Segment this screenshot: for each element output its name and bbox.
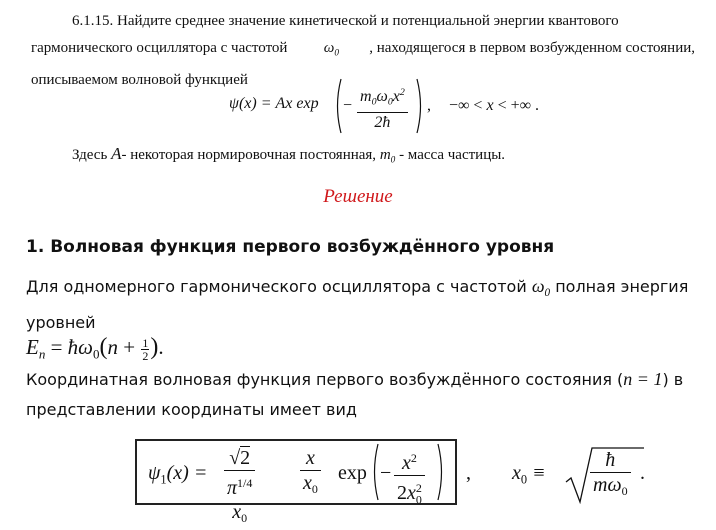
left-paren-icon — [333, 77, 343, 135]
exponent-denominator: 2ħ — [374, 114, 391, 132]
exponent-numerator: $m_0\omega_0x^2$ — [357, 83, 408, 113]
omega-symbol: $\omega_0$ — [323, 40, 339, 59]
mass-symbol: $m_0$ — [379, 147, 396, 166]
para1-text-c: уровней — [26, 312, 96, 332]
exponent-fraction — [357, 83, 408, 133]
normalization-text: - некоторая нормировочная постоянная, — [121, 147, 377, 163]
norm-fraction: $\frac{√2}{\pi^{1/4} x_0}$ — [224, 446, 255, 530]
x0-definition — [512, 440, 702, 510]
trailing-comma: , — [466, 462, 471, 484]
minus-sign: − — [343, 97, 353, 114]
para2-text-c: представлении координаты имеет вид — [26, 400, 357, 419]
sqrt-fraction: $\frac{ħ}{m\omega_0}$ — [590, 448, 631, 503]
n-equals-1: n = 1 — [623, 369, 663, 389]
para2-text-a: Координатная волновая функция первого возбуждённого состояния ( — [26, 370, 624, 389]
formula-lhs: ψ(x) = Ax exp — [229, 95, 319, 112]
notation-line — [72, 142, 505, 172]
para1-text-b: полная энергия — [555, 277, 689, 296]
problem-text-2a: гармонического осциллятора с частотой — [31, 40, 288, 56]
x0-lhs: $x_0$ ≡ — [512, 462, 546, 487]
mass-text: - масса частицы. — [399, 147, 506, 163]
left-paren-2-icon — [370, 442, 380, 502]
omega0-symbol: $\omega_0$ — [531, 276, 551, 299]
right-paren-2-icon — [436, 442, 446, 502]
half-fraction: $\frac{1}{2}$ — [142, 335, 149, 363]
problem-number: 6.1.15. — [72, 13, 114, 29]
minus-sign-2: − — [380, 462, 392, 484]
para1-text-a: Для одномерного гармонического осциллятора с частотой — [26, 277, 527, 296]
problem-line-1 — [31, 8, 695, 35]
problem-line-2 — [31, 35, 695, 67]
here-label: Здесь — [72, 147, 108, 163]
paragraph-energy — [26, 271, 696, 338]
para2-text-b: ) в — [662, 370, 684, 389]
wavefunction-formula — [229, 77, 569, 137]
normalization-symbol: A — [111, 144, 122, 163]
solution-title: Решение — [323, 186, 393, 207]
period: . — [640, 462, 645, 484]
exp-label: exp — [338, 462, 367, 484]
right-paren-icon — [415, 77, 425, 135]
psi1-lhs: $\psi_1(x)$ = — [148, 462, 208, 487]
comma: , — [427, 97, 431, 114]
problem-text-2b: , находящегося в первом возбужденном состоянии, — [369, 40, 695, 56]
x-over-x0-fraction: $\frac{x}{x_0}$ — [300, 446, 321, 501]
problem-text-3: описываемом волновой функцией — [31, 72, 248, 89]
energy-formula: $E_n$ = $ħ\omega_0(n$ + $\frac{1}{2}$ ). — [26, 334, 164, 363]
gauss-fraction: $\frac{x^2}{2x_0^2}$ — [394, 446, 425, 512]
paragraph-wavefunction — [26, 364, 696, 425]
section-heading: 1. Волновая функция первого возбуждённого уровня — [26, 237, 555, 257]
problem-text-1: Найдите среднее значение кинетической и потенциальной энергии квантового — [117, 13, 619, 29]
domain-range: −∞ < x < +∞ . — [449, 97, 540, 114]
